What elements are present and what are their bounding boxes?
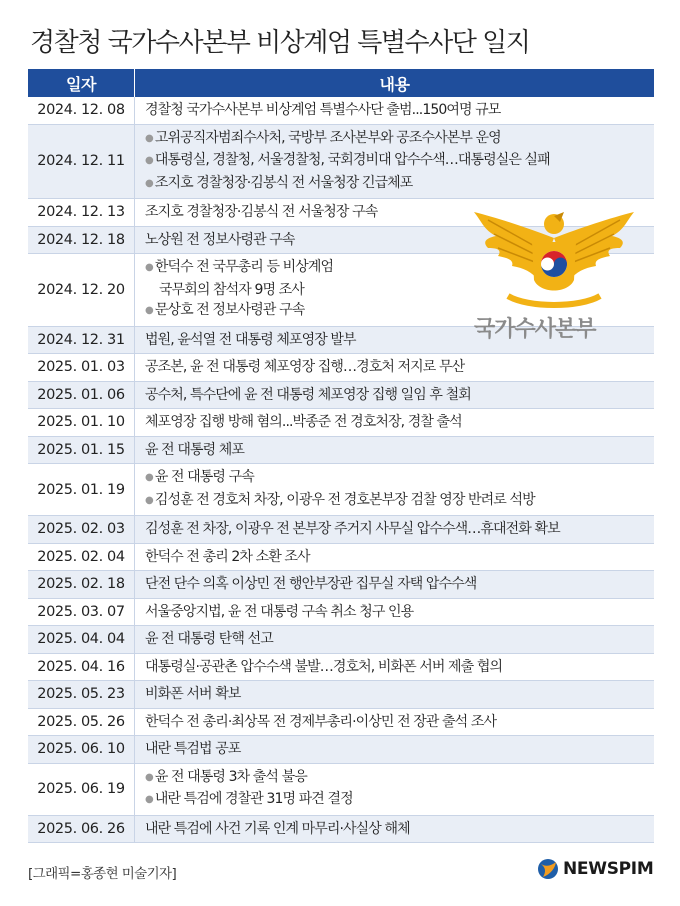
graphic-credit: [그래픽=홍종현 미술기자] — [28, 866, 177, 882]
row-text — [145, 684, 654, 705]
row-date: 2025. 02. 04 — [28, 544, 135, 571]
row-text-content: 노상원 전 정보사령관 구속 — [145, 231, 295, 248]
row-text-content: 공조본, 윤 전 대통령 체포영장 집행…경호처 저지로 무산 — [145, 359, 465, 375]
table-row — [28, 354, 654, 382]
bullet-item — [145, 767, 654, 790]
bullet-item — [145, 490, 654, 513]
row-content — [135, 125, 654, 199]
page-title: 경찰청 국가수사본부 비상계엄 특별수사단 일지 — [30, 28, 530, 58]
row-text — [145, 602, 654, 623]
row-text-content: 한덕수 전 총리 2차 소환 조사 — [145, 548, 310, 565]
table-row — [28, 382, 654, 410]
table-row — [28, 516, 654, 544]
row-date: 2024. 12. 11 — [28, 125, 135, 199]
row-date: 2025. 05. 23 — [28, 681, 135, 708]
row-text-content: 김성훈 전 경호처 차장, 이광우 전 경호본부장 검찰 영장 반려로 석방 — [154, 491, 535, 508]
brand-name: NEWSPIM — [563, 859, 654, 879]
table-header — [28, 69, 654, 97]
row-date: 2024. 12. 31 — [28, 327, 135, 354]
table-row — [28, 816, 654, 844]
row-text-content: 대통령실, 경찰청, 서울경찰청, 국회경비대 압수수색…대통령실은 실패 — [154, 152, 550, 168]
table-row — [28, 599, 654, 627]
row-text-content: 조지호 경찰청장·김봉식 전 서울청장 긴급체포 — [154, 174, 413, 191]
header-date: 일자 — [28, 69, 135, 97]
row-text-content: 법원, 윤석열 전 대통령 체포영장 발부 — [145, 331, 356, 348]
row-date: 2025. 04. 16 — [28, 654, 135, 681]
row-content — [135, 736, 654, 763]
row-date: 2025. 02. 18 — [28, 571, 135, 598]
table-row — [28, 125, 654, 200]
row-text-content: 체포영장 집행 방해 혐의...박종준 전 경호처장, 경찰 출석 — [145, 414, 462, 430]
row-date: 2024. 12. 13 — [28, 199, 135, 226]
row-text — [145, 657, 654, 678]
row-text-content: 윤 전 대통령 구속 — [154, 469, 254, 485]
row-date: 2025. 01. 15 — [28, 437, 135, 464]
row-content — [135, 382, 654, 409]
row-text — [145, 100, 654, 121]
timeline-table — [28, 69, 654, 843]
row-text — [145, 519, 654, 540]
row-date: 2025. 05. 26 — [28, 709, 135, 736]
row-text-content: 윤 전 대통령 3차 출석 불응 — [154, 768, 307, 785]
emblem-caption: 국가수사본부 — [474, 317, 596, 342]
row-content — [135, 571, 654, 598]
row-date: 2025. 01. 19 — [28, 464, 135, 515]
bullet-item — [145, 150, 654, 173]
bullet-item — [145, 467, 654, 490]
row-text-content: 단전 단수 의혹 이상민 전 행안부장관 집무실 자택 압수수색 — [145, 576, 477, 592]
row-content — [135, 599, 654, 626]
table-row — [28, 736, 654, 764]
row-text — [145, 547, 654, 568]
row-text — [145, 440, 654, 461]
row-content — [135, 709, 654, 736]
row-date: 2025. 01. 10 — [28, 409, 135, 436]
row-date: 2025. 06. 10 — [28, 736, 135, 763]
row-content — [135, 464, 654, 515]
row-content — [135, 816, 654, 843]
row-date: 2025. 01. 06 — [28, 382, 135, 409]
row-text-content: 김성훈 전 차장, 이광우 전 본부장 주거지 사무실 압수수색…휴대전화 확보 — [145, 521, 560, 537]
row-content — [135, 409, 654, 436]
row-date: 2025. 01. 03 — [28, 354, 135, 381]
table-row — [28, 437, 654, 465]
row-content — [135, 437, 654, 464]
row-date: 2025. 06. 26 — [28, 816, 135, 843]
table-row — [28, 626, 654, 654]
row-date: 2024. 12. 18 — [28, 227, 135, 254]
row-text — [145, 357, 654, 378]
bullet-item — [145, 128, 654, 151]
row-text — [145, 412, 654, 433]
row-text-content: 윤 전 대통령 탄핵 선고 — [145, 631, 273, 647]
row-text-content: 내란 특검에 사건 기록 인계 마무리·사실상 해체 — [145, 820, 410, 837]
row-date: 2024. 12. 08 — [28, 97, 135, 124]
row-text-content: 국무회의 참석자 9명 조사 — [159, 281, 304, 298]
row-text-content: 조지호 경찰청장·김봉식 전 서울청장 구속 — [145, 204, 378, 220]
row-content — [135, 97, 654, 124]
row-date: 2024. 12. 20 — [28, 254, 135, 326]
bullet-item — [145, 173, 654, 196]
newspim-globe-icon — [537, 858, 559, 880]
bullet-item — [145, 789, 654, 812]
row-content — [135, 764, 654, 815]
row-text-content: 공수처, 특수단에 윤 전 대통령 체포영장 집행 일임 후 철회 — [145, 386, 471, 403]
row-text-content: 윤 전 대통령 체포 — [145, 441, 245, 458]
table-row — [28, 709, 654, 737]
table-row — [28, 97, 654, 125]
row-text-content: 한덕수 전 총리·최상목 전 경제부총리·이상민 전 장관 출석 조사 — [145, 713, 497, 730]
table-row — [28, 571, 654, 599]
row-text-content: 내란 특검법 공포 — [145, 741, 241, 757]
row-text — [145, 712, 654, 733]
table-row — [28, 409, 654, 437]
row-date: 2025. 03. 07 — [28, 599, 135, 626]
row-content — [135, 654, 654, 681]
row-content — [135, 544, 654, 571]
row-text-content: 비화폰 서버 확보 — [145, 686, 241, 702]
row-text — [145, 739, 654, 760]
row-text-content: 대통령실·공관촌 압수수색 불발…경호처, 비화폰 서버 제출 협의 — [145, 658, 503, 675]
header-content: 내용 — [379, 74, 410, 94]
table-row — [28, 544, 654, 572]
table-row — [28, 654, 654, 682]
row-text — [145, 629, 654, 650]
row-content — [135, 626, 654, 653]
row-text — [145, 385, 654, 406]
table-row — [28, 764, 654, 816]
row-date: 2025. 06. 19 — [28, 764, 135, 815]
row-text-content: 한덕수 전 국무총리 등 비상계엄 — [154, 259, 334, 275]
row-text-content: 고위공직자범죄수사처, 국방부 조사본부와 공조수사본부 운영 — [154, 129, 501, 146]
row-text-content: 내란 특검에 경찰관 31명 파견 결정 — [154, 791, 353, 807]
row-text-content: 서울중앙지법, 윤 전 대통령 구속 취소 청구 인용 — [145, 603, 414, 620]
row-text-content: 문상호 전 정보사령관 구속 — [154, 302, 305, 318]
row-date: 2025. 04. 04 — [28, 626, 135, 653]
row-text-content: 경찰청 국가수사본부 비상계엄 특별수사단 출범...150여명 규모 — [145, 102, 501, 118]
row-content — [135, 516, 654, 543]
brand-logo — [537, 858, 653, 880]
row-text — [145, 574, 654, 595]
row-text — [145, 819, 654, 840]
table-row — [28, 464, 654, 516]
row-content — [135, 681, 654, 708]
table-row — [28, 681, 654, 709]
row-date: 2025. 02. 03 — [28, 516, 135, 543]
